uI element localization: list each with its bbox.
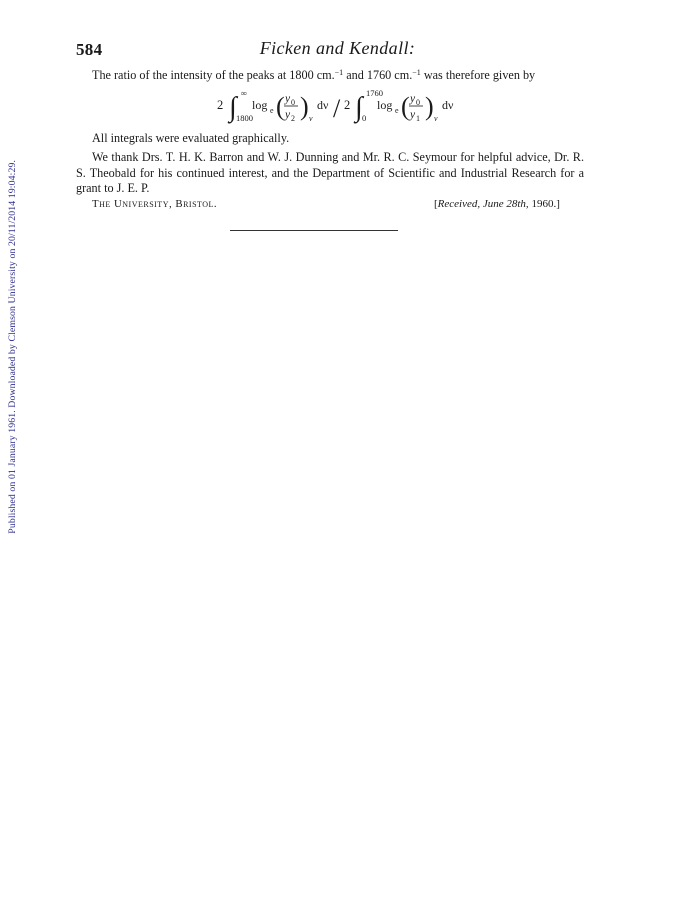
intro-mid-text: and 1760 cm. (343, 68, 413, 82)
log-operator: log (377, 98, 393, 112)
fraction-denominator: y (410, 109, 416, 121)
intro-paragraph (92, 68, 592, 84)
right-paren: ) (300, 92, 309, 121)
integral-sign: ∫ (355, 92, 363, 123)
fraction-numerator-sub: 0 (416, 98, 420, 107)
fraction-numerator: y (410, 93, 416, 105)
differential: dν (317, 98, 329, 112)
division-slash: / (333, 94, 341, 123)
received-bracket-close: ] (556, 198, 560, 210)
fraction-denominator-sub: 1 (416, 114, 420, 123)
received-label: Received, June 28th, (437, 198, 529, 210)
integral-lower-limit: 1800 (236, 113, 253, 123)
nu-subscript: ν (434, 114, 438, 123)
intensity-ratio-formula (0, 86, 675, 128)
left-paren: ( (401, 92, 410, 121)
integrals-note: All integrals were evaluated graphically. (92, 131, 290, 145)
intro-text: The ratio of the intensity of the peaks at 1800 cm. (92, 68, 335, 82)
integral-upper-limit: ∞ (241, 88, 248, 98)
fraction-denominator: y (285, 109, 291, 121)
left-paren: ( (276, 92, 285, 121)
end-of-article-rule (230, 230, 398, 231)
integral-lower-limit: 0 (362, 113, 367, 123)
integral-upper-limit: 1760 (366, 88, 383, 98)
fraction-numerator: y (285, 93, 291, 105)
running-title: Ficken and Kendall: (259, 38, 416, 58)
log-base: e (395, 106, 399, 115)
formula-coefficient: 2 (217, 98, 224, 112)
received-bracket-open: [ (434, 198, 438, 210)
acknowledgment-paragraph: We thank Drs. T. H. K. Barron and W. J. Dunning and Mr. R. C. Seymour for helpful advice, Dr. R. S. Theobald for his continued interest, and the Department of Scientific and Industrial Research for a grant to J. E. P. (76, 150, 584, 195)
fraction-denominator-sub: 2 (291, 114, 295, 123)
received-date (434, 198, 560, 210)
formula-coefficient: 2 (344, 98, 351, 112)
nu-subscript: ν (309, 114, 313, 123)
differential: dν (442, 98, 454, 112)
page-number: 584 (76, 40, 103, 59)
log-operator: log (252, 98, 268, 112)
right-paren: ) (425, 92, 434, 121)
integral-sign: ∫ (229, 92, 237, 123)
intro-tail-text: was therefore given by (420, 68, 536, 82)
affiliation (92, 198, 217, 210)
download-notice: Published on 01 January 1961. Downloaded by Clemson University on 20/11/2014 19:04:29. (7, 160, 18, 534)
received-year: 1960. (528, 198, 557, 210)
affiliation-text: The University, Bristol. (92, 198, 218, 210)
unit-exponent: −1 (412, 68, 421, 77)
unit-exponent: −1 (334, 68, 344, 77)
fraction-numerator-sub: 0 (291, 98, 295, 107)
log-base: e (270, 106, 274, 115)
